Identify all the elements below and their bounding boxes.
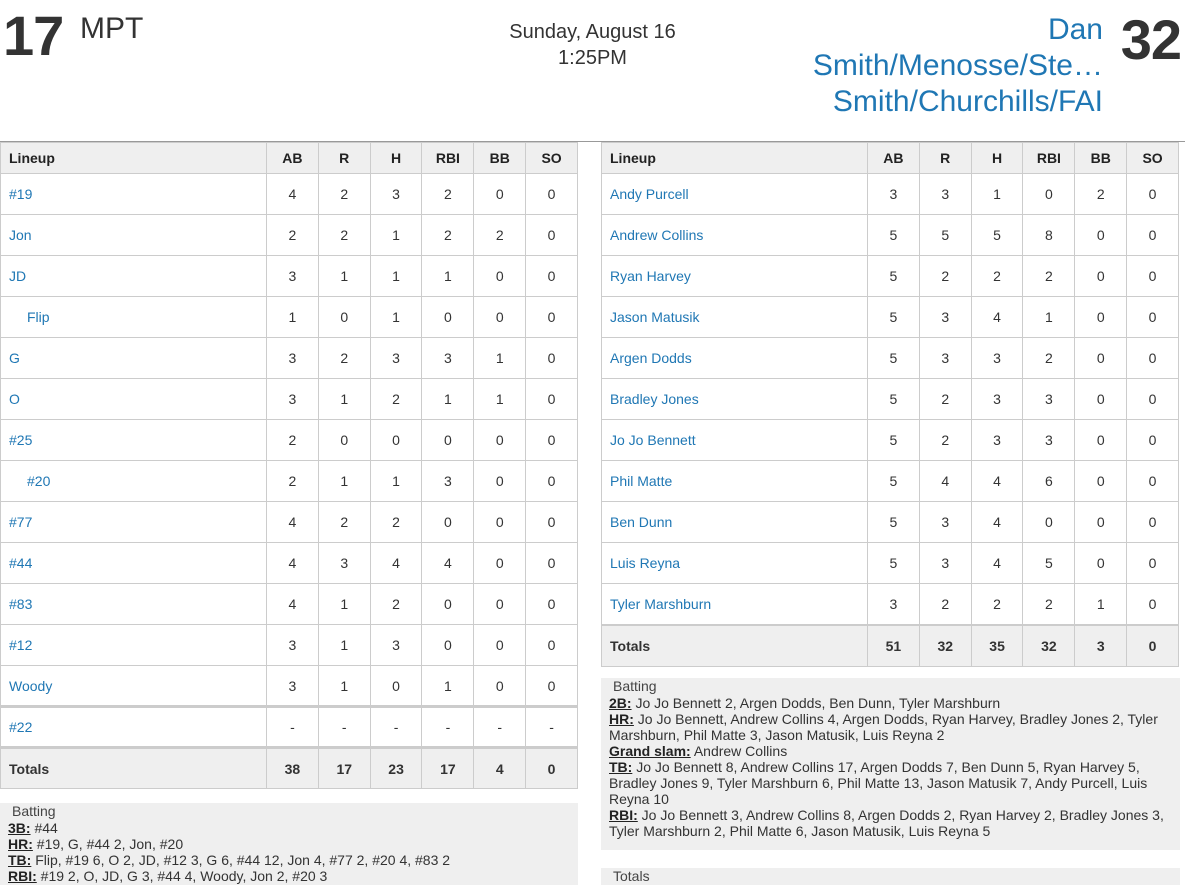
stat-so: 0 [1127, 215, 1179, 256]
column-header-bb: BB [1075, 143, 1127, 174]
stat-line [0, 820, 578, 836]
table-row [602, 543, 1179, 584]
away-score: 32 [1120, 8, 1181, 71]
table-row [1, 461, 578, 502]
stat-line [601, 807, 1180, 839]
table-row [1, 420, 578, 461]
player-name-link[interactable]: #12 [1, 625, 267, 666]
stat-bb: 2 [1075, 174, 1127, 215]
stat-so: 0 [526, 338, 578, 379]
home-score: 17 [3, 4, 64, 67]
stat-h: 1 [370, 256, 422, 297]
away-team-name-line[interactable]: Dan [1047, 13, 1103, 46]
away-team-name[interactable] [723, 12, 1103, 120]
stat-so: 0 [526, 666, 578, 707]
stat-bb: 0 [1075, 543, 1127, 584]
column-header-lineup: Lineup [1, 143, 267, 174]
stat-so: 0 [1127, 461, 1179, 502]
stat-line-label: TB: [609, 759, 633, 775]
stat-ab: 3 [868, 584, 920, 625]
stat-so: 0 [526, 461, 578, 502]
table-row [1, 215, 578, 256]
stat-ab: 51 [868, 625, 920, 667]
stat-line-text: Andrew Collins [690, 743, 788, 759]
column-header-ab: AB [267, 143, 319, 174]
stat-r: 1 [318, 379, 370, 420]
stat-r: 2 [919, 420, 971, 461]
stat-line-label: 3B: [8, 820, 31, 836]
table-row [602, 420, 1179, 461]
stat-so: 0 [526, 748, 578, 789]
table-row [1, 625, 578, 666]
table-row [602, 338, 1179, 379]
table-row [1, 338, 578, 379]
column-header-ab: AB [868, 143, 920, 174]
stat-r: 2 [318, 502, 370, 543]
stat-bb: 0 [1075, 215, 1127, 256]
stat-h: 3 [370, 174, 422, 215]
stat-rbi: - [422, 707, 474, 748]
stat-line-label: Grand slam: [609, 743, 691, 759]
stat-r: 0 [318, 297, 370, 338]
player-name-link[interactable]: #20 [1, 461, 267, 502]
column-header-lineup: Lineup [602, 143, 868, 174]
stat-h: 0 [370, 666, 422, 707]
stat-so: 0 [526, 584, 578, 625]
home-table-header-row [1, 143, 578, 174]
player-name-link[interactable]: Luis Reyna [602, 543, 868, 584]
stat-h: 2 [971, 584, 1023, 625]
player-name-link[interactable]: Ben Dunn [602, 502, 868, 543]
stat-rbi: 8 [1023, 215, 1075, 256]
player-name-link[interactable]: Jon [1, 215, 267, 256]
stat-line-label: RBI: [8, 868, 37, 884]
stat-so: 0 [1127, 379, 1179, 420]
stat-r: 3 [919, 338, 971, 379]
table-row [602, 584, 1179, 625]
stat-ab: 5 [868, 543, 920, 584]
stat-r: 32 [919, 625, 971, 667]
stat-r: 1 [318, 666, 370, 707]
stat-bb: 0 [474, 174, 526, 215]
stat-r: 17 [318, 748, 370, 789]
table-row [1, 584, 578, 625]
stat-rbi: 2 [422, 174, 474, 215]
away-totals-title: Totals [613, 868, 650, 884]
table-row [602, 215, 1179, 256]
stat-so: 0 [526, 174, 578, 215]
stat-bb: 0 [1075, 297, 1127, 338]
stat-line-label: 2B: [609, 695, 632, 711]
stat-r: 2 [919, 379, 971, 420]
stat-rbi: 4 [422, 543, 474, 584]
player-name-link[interactable]: Argen Dodds [602, 338, 868, 379]
stat-bb: 1 [474, 379, 526, 420]
stat-rbi: 6 [1023, 461, 1075, 502]
stat-ab: 5 [868, 502, 920, 543]
stat-bb: 1 [1075, 584, 1127, 625]
stat-line [601, 695, 1180, 711]
stat-r: 2 [318, 215, 370, 256]
stat-bb: 0 [474, 666, 526, 707]
stat-line [0, 868, 578, 884]
stat-r: 1 [318, 256, 370, 297]
stat-so: 0 [1127, 297, 1179, 338]
stat-bb: 4 [474, 748, 526, 789]
stat-line-text: #19 2, O, JD, G 3, #44 4, Woody, Jon 2, #20 3 [36, 868, 328, 884]
player-name-link[interactable]: Andy Purcell [602, 174, 868, 215]
stat-rbi: 5 [1023, 543, 1075, 584]
stat-h: 1 [370, 461, 422, 502]
stat-so: 0 [526, 256, 578, 297]
stat-ab: 4 [267, 502, 319, 543]
stat-r: 5 [919, 215, 971, 256]
stat-bb: 0 [474, 543, 526, 584]
table-row [602, 256, 1179, 297]
stat-ab: 3 [267, 625, 319, 666]
stat-bb: 0 [1075, 256, 1127, 297]
home-box-score-table [0, 142, 578, 789]
stat-r: 3 [919, 543, 971, 584]
player-name-link[interactable]: Jason Matusik [602, 297, 868, 338]
stat-line-label: TB: [8, 852, 32, 868]
away-table-header-row [602, 143, 1179, 174]
stat-line [601, 711, 1180, 743]
table-row [602, 297, 1179, 338]
column-header-so: SO [526, 143, 578, 174]
stat-rbi: 0 [1023, 502, 1075, 543]
player-name-link[interactable]: Bradley Jones [602, 379, 868, 420]
stat-ab: 2 [267, 461, 319, 502]
stat-line [0, 852, 578, 868]
player-name-link[interactable]: #25 [1, 420, 267, 461]
stat-line-text: #19, G, #44 2, Jon, #20 [32, 836, 184, 852]
stat-h: 2 [370, 379, 422, 420]
stat-r: 0 [318, 420, 370, 461]
stat-ab: 3 [868, 174, 920, 215]
stat-rbi: 0 [422, 625, 474, 666]
stat-r: 3 [919, 297, 971, 338]
stat-ab: - [267, 707, 319, 748]
stat-r: 1 [318, 584, 370, 625]
table-row [602, 379, 1179, 420]
player-name-link[interactable]: O [1, 379, 267, 420]
table-row [1, 707, 578, 748]
table-row [1, 174, 578, 215]
player-name-link[interactable]: #19 [1, 174, 267, 215]
stat-line-text: Flip, #19 6, O 2, JD, #12 3, G 6, #44 12, Jon 4, #77 2, #20 4, #83 2 [31, 852, 451, 868]
stat-line [601, 759, 1180, 807]
stat-r: 3 [919, 502, 971, 543]
stat-ab: 5 [868, 338, 920, 379]
table-row [602, 461, 1179, 502]
stat-rbi: 2 [1023, 256, 1075, 297]
stat-so: 0 [526, 543, 578, 584]
stat-bb: 0 [1075, 420, 1127, 461]
away-lineup-body [602, 174, 1179, 667]
stat-so: 0 [1127, 338, 1179, 379]
stat-h: 3 [370, 625, 422, 666]
column-header-rbi: RBI [1023, 143, 1075, 174]
home-batting-panel [0, 803, 578, 885]
stat-bb: 0 [474, 256, 526, 297]
stat-so: - [526, 707, 578, 748]
column-header-r: R [318, 143, 370, 174]
stat-h: 4 [971, 502, 1023, 543]
stat-bb: 0 [1075, 461, 1127, 502]
totals-row [602, 625, 1179, 667]
stat-ab: 2 [267, 215, 319, 256]
stat-ab: 5 [868, 256, 920, 297]
stat-rbi: 2 [422, 215, 474, 256]
totals-label: Totals [1, 748, 267, 789]
stat-r: 1 [318, 625, 370, 666]
stat-h: 2 [370, 502, 422, 543]
stat-bb: 0 [474, 420, 526, 461]
stat-bb: 3 [1075, 625, 1127, 667]
stat-rbi: 3 [1023, 379, 1075, 420]
stat-ab: 3 [267, 256, 319, 297]
stat-ab: 4 [267, 543, 319, 584]
column-header-h: H [971, 143, 1023, 174]
stat-ab: 4 [267, 174, 319, 215]
stat-rbi: 0 [422, 584, 474, 625]
stat-line-text: Jo Jo Bennett 2, Argen Dodds, Ben Dunn, Tyler Marshburn [631, 695, 1001, 711]
player-name-link[interactable]: JD [1, 256, 267, 297]
stat-line-label: RBI: [609, 807, 638, 823]
player-name-link[interactable]: Tyler Marshburn [602, 584, 868, 625]
stat-so: 0 [526, 625, 578, 666]
stat-so: 0 [1127, 502, 1179, 543]
stat-so: 0 [526, 215, 578, 256]
player-name-link[interactable]: #77 [1, 502, 267, 543]
stat-rbi: 1 [422, 256, 474, 297]
totals-row [1, 748, 578, 789]
stat-rbi: 3 [422, 338, 474, 379]
stat-so: 0 [1127, 625, 1179, 667]
column-header-so: SO [1127, 143, 1179, 174]
stat-ab: 1 [267, 297, 319, 338]
stat-line [601, 743, 1180, 759]
home-batting-title: Batting [12, 803, 56, 819]
table-row [1, 379, 578, 420]
stat-h: 1 [370, 297, 422, 338]
stat-r: 1 [318, 461, 370, 502]
home-team-name: MPT [80, 12, 144, 45]
stat-bb: 0 [474, 461, 526, 502]
stat-bb: 0 [474, 625, 526, 666]
stat-ab: 38 [267, 748, 319, 789]
stat-h: 1 [370, 215, 422, 256]
stat-ab: 5 [868, 420, 920, 461]
totals-label: Totals [602, 625, 868, 667]
table-row [1, 543, 578, 584]
stat-ab: 5 [868, 379, 920, 420]
away-team-name-line[interactable]: Smith/Menosse/Ste… [812, 49, 1103, 82]
stat-bb: 0 [474, 584, 526, 625]
away-box-score-table [601, 142, 1179, 667]
stat-so: 0 [1127, 543, 1179, 584]
stat-bb: 0 [474, 297, 526, 338]
home-lineup-body [1, 174, 578, 789]
stat-r: - [318, 707, 370, 748]
away-batting-lines [601, 695, 1180, 839]
stat-r: 3 [318, 543, 370, 584]
stat-h: 2 [370, 584, 422, 625]
stat-bb: 0 [1075, 338, 1127, 379]
player-name-link[interactable]: #44 [1, 543, 267, 584]
stat-line-label: HR: [609, 711, 634, 727]
stat-ab: 2 [267, 420, 319, 461]
stat-line-text: Jo Jo Bennett 3, Andrew Collins 8, Argen Dodds 2, Ryan Harvey 2, Bradley Jones 3, Tyler Marshburn 2, Phil Matte 6, Jason Matusik, Luis Reyna 5 [609, 807, 1164, 839]
stat-line-label: HR: [8, 836, 33, 852]
stat-line-text: Jo Jo Bennett 8, Andrew Collins 17, Argen Dodds 7, Ben Dunn 5, Ryan Harvey 5, Bradley Jones 9, Tyler Marshburn 6, Phil Matte 13, Jason Matusik 7, Andy Purcell, Luis Reyna 10 [609, 759, 1148, 807]
stat-rbi: 0 [422, 420, 474, 461]
stat-rbi: 32 [1023, 625, 1075, 667]
stat-h: 3 [370, 338, 422, 379]
stat-so: 0 [1127, 584, 1179, 625]
stat-so: 0 [526, 502, 578, 543]
player-name-link[interactable]: Phil Matte [602, 461, 868, 502]
stat-ab: 3 [267, 666, 319, 707]
stat-r: 2 [919, 584, 971, 625]
stat-so: 0 [526, 297, 578, 338]
away-batting-panel [601, 678, 1180, 850]
player-name-link[interactable]: #22 [1, 707, 267, 748]
stat-ab: 3 [267, 338, 319, 379]
stat-h: 4 [370, 543, 422, 584]
stat-bb: 1 [474, 338, 526, 379]
table-row [1, 297, 578, 338]
stat-h: 35 [971, 625, 1023, 667]
stat-rbi: 1 [422, 379, 474, 420]
stat-bb: - [474, 707, 526, 748]
stat-line-text: #44 [30, 820, 58, 836]
stat-rbi: 1 [1023, 297, 1075, 338]
home-batting-lines [0, 820, 578, 884]
stat-h: 5 [971, 215, 1023, 256]
stat-bb: 0 [1075, 379, 1127, 420]
stat-rbi: 3 [422, 461, 474, 502]
column-header-h: H [370, 143, 422, 174]
stat-r: 2 [919, 256, 971, 297]
stat-h: 0 [370, 420, 422, 461]
stat-rbi: 17 [422, 748, 474, 789]
stat-so: 0 [1127, 420, 1179, 461]
stat-h: 3 [971, 420, 1023, 461]
stat-r: 2 [318, 338, 370, 379]
column-header-rbi: RBI [422, 143, 474, 174]
stat-r: 3 [919, 174, 971, 215]
stat-h: 4 [971, 461, 1023, 502]
stat-h: 1 [971, 174, 1023, 215]
player-name-link[interactable]: Andrew Collins [602, 215, 868, 256]
stat-h: 23 [370, 748, 422, 789]
stat-rbi: 2 [1023, 338, 1075, 379]
stat-rbi: 3 [1023, 420, 1075, 461]
stat-ab: 5 [868, 297, 920, 338]
stat-rbi: 0 [1023, 174, 1075, 215]
stat-h: 3 [971, 379, 1023, 420]
player-name-link[interactable]: Flip [1, 297, 267, 338]
stat-ab: 4 [267, 584, 319, 625]
table-row [602, 502, 1179, 543]
stat-r: 4 [919, 461, 971, 502]
stat-rbi: 0 [422, 502, 474, 543]
column-header-bb: BB [474, 143, 526, 174]
away-batting-title: Batting [613, 678, 657, 694]
column-header-r: R [919, 143, 971, 174]
game-time: 1:25PM [558, 47, 627, 69]
stat-h: - [370, 707, 422, 748]
stat-so: 0 [1127, 174, 1179, 215]
table-row [1, 666, 578, 707]
player-name-link[interactable]: #83 [1, 584, 267, 625]
stat-so: 0 [1127, 256, 1179, 297]
table-row [1, 256, 578, 297]
player-name-link[interactable]: Ryan Harvey [602, 256, 868, 297]
stat-h: 3 [971, 338, 1023, 379]
stat-line-text: Jo Jo Bennett, Andrew Collins 4, Argen Dodds, Ryan Harvey, Bradley Jones 2, Tyler Marshburn, Phil Matte 3, Jason Matusik, Luis Reyna 2 [609, 711, 1158, 743]
stat-so: 0 [526, 420, 578, 461]
stat-ab: 5 [868, 215, 920, 256]
stat-r: 2 [318, 174, 370, 215]
stat-bb: 0 [1075, 502, 1127, 543]
stat-rbi: 2 [1023, 584, 1075, 625]
player-name-link[interactable]: Woody [1, 666, 267, 707]
table-row [602, 174, 1179, 215]
stat-ab: 3 [267, 379, 319, 420]
stat-bb: 0 [474, 502, 526, 543]
stat-h: 4 [971, 543, 1023, 584]
stat-h: 4 [971, 297, 1023, 338]
away-team-name-line[interactable]: Smith/Churchills/FAI [832, 85, 1103, 118]
stat-rbi: 0 [422, 297, 474, 338]
player-name-link[interactable]: G [1, 338, 267, 379]
game-date: Sunday, August 16 [509, 21, 676, 43]
away-totals-panel [601, 868, 1180, 885]
stat-line [0, 836, 578, 852]
stat-so: 0 [526, 379, 578, 420]
player-name-link[interactable]: Jo Jo Bennett [602, 420, 868, 461]
stat-bb: 2 [474, 215, 526, 256]
stat-ab: 5 [868, 461, 920, 502]
stat-rbi: 1 [422, 666, 474, 707]
stat-h: 2 [971, 256, 1023, 297]
table-row [1, 502, 578, 543]
